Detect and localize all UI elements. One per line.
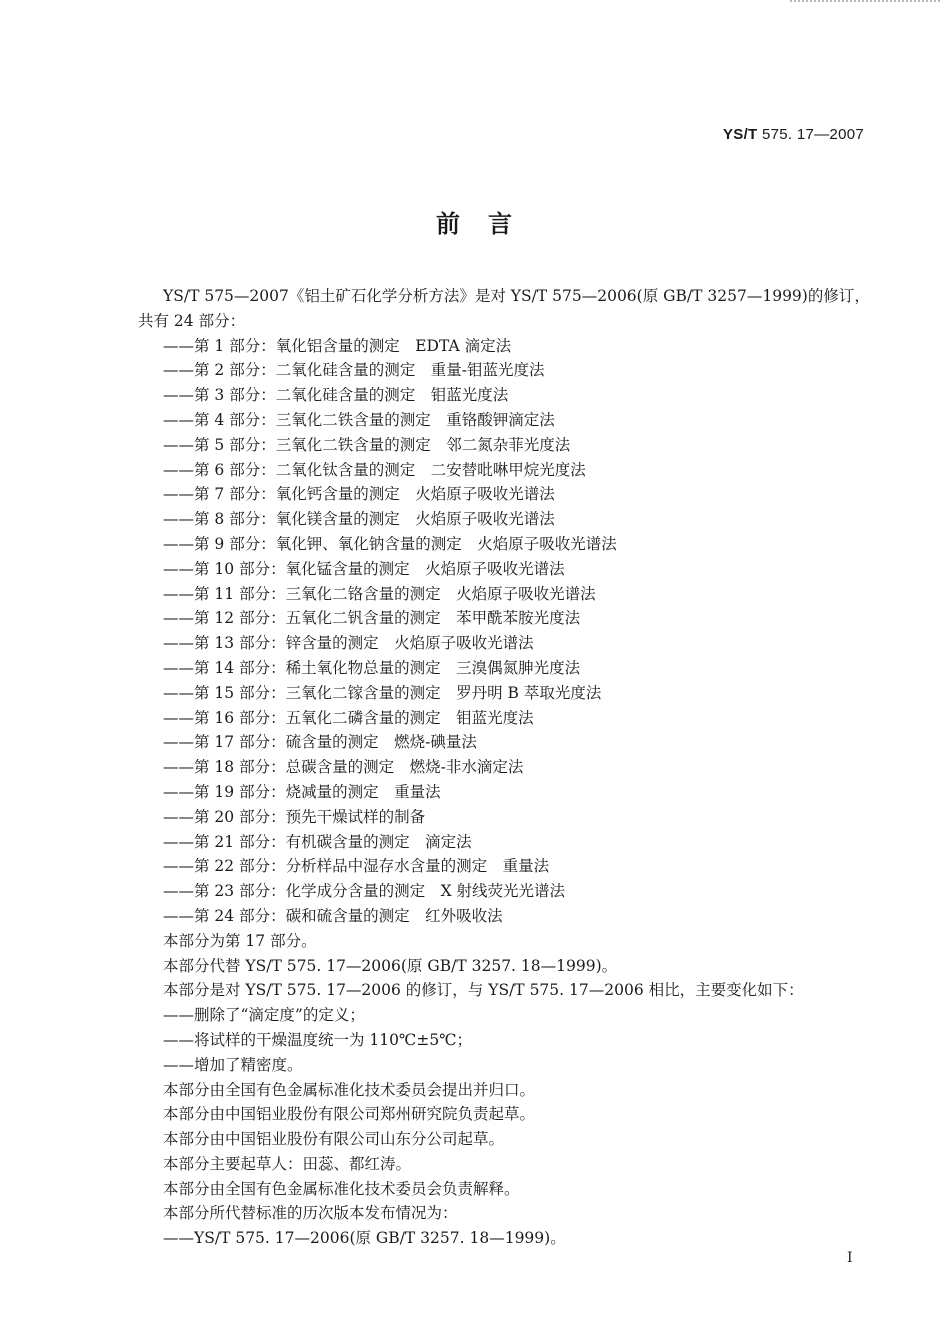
list-item: ——第 14 部分：稀土氧化物总量的测定 三溴偶氮胂光度法 <box>163 658 581 677</box>
list-item: ——第 23 部分：化学成分含量的测定 X 射线荧光光谱法 <box>163 882 566 901</box>
interpretation-paragraph: 本部分由全国有色金属标准化技术委员会负责解释。 <box>163 1179 520 1198</box>
list-item: ——第 7 部分：氧化钙含量的测定 火焰原子吸收光谱法 <box>163 485 555 504</box>
list-item: ——第 17 部分：硫含量的测定 燃烧-碘量法 <box>163 733 477 752</box>
history-intro-paragraph: 本部分所代替标准的历次版本发布情况为： <box>163 1204 458 1223</box>
scan-artifact <box>790 0 940 6</box>
list-item: ——第 22 部分：分析样品中湿存水含量的测定 重量法 <box>163 857 550 876</box>
list-item: ——第 11 部分：三氧化二铬含量的测定 火焰原子吸收光谱法 <box>163 584 596 603</box>
drafted-shandong-paragraph: 本部分由中国铝业股份有限公司山东分公司起草。 <box>163 1130 505 1149</box>
change-item: ——增加了精密度。 <box>163 1055 303 1074</box>
page-number: I <box>847 1250 853 1266</box>
list-item: ——第 20 部分：预先干燥试样的制备 <box>163 807 426 826</box>
page-title: 前 言 <box>436 210 514 238</box>
document-code <box>723 126 864 143</box>
doc-code-number: 575. 17—2007 <box>761 126 864 143</box>
list-item: ——第 9 部分：氧化钾、氧化钠含量的测定 火焰原子吸收光谱法 <box>163 534 617 553</box>
change-item: ——删除了“滴定度”的定义； <box>163 1006 365 1025</box>
parts-list <box>163 334 875 929</box>
list-item: ——第 13 部分：锌含量的测定 火焰原子吸收光谱法 <box>163 634 534 653</box>
replaces-paragraph: 本部分代替 YS/T 575. 17—2006(原 GB/T 3257. 18—1999)。 <box>163 956 618 975</box>
intro-line-1: YS/T 575—2007《铝土矿石化学分析方法》是对 YS/T 575—2006(原 GB/T 3257—1999)的修订， <box>163 287 870 305</box>
foreword-body <box>138 284 875 1251</box>
list-item: ——第 16 部分：五氧化二磷含量的测定 钼蓝光度法 <box>163 708 534 727</box>
intro-line-2: 共有 24 部分： <box>138 311 246 330</box>
change-item: ——将试样的干燥温度统一为 110℃±5℃； <box>163 1030 473 1049</box>
list-item: ——第 21 部分：有机碳含量的测定 滴定法 <box>163 832 472 851</box>
main-drafters-paragraph: 本部分主要起草人：田蕊、都红涛。 <box>163 1154 412 1173</box>
list-item: ——第 2 部分：二氧化硅含量的测定 重量-钼蓝光度法 <box>163 361 545 380</box>
list-item: ——第 3 部分：二氧化硅含量的测定 钼蓝光度法 <box>163 386 509 405</box>
list-item: ——第 19 部分：烧减量的测定 重量法 <box>163 782 441 801</box>
list-item: ——第 1 部分：氧化铝含量的测定 EDTA 滴定法 <box>163 336 512 355</box>
list-item: ——第 12 部分：五氧化二钒含量的测定 苯甲酰苯胺光度法 <box>163 609 581 628</box>
drafted-by-paragraph: 本部分由中国铝业股份有限公司郑州研究院负责起草。 <box>163 1105 536 1124</box>
list-item: ——第 24 部分：碳和硫含量的测定 红外吸收法 <box>163 906 503 925</box>
proposed-paragraph: 本部分由全国有色金属标准化技术委员会提出并归口。 <box>163 1080 536 1099</box>
revision-paragraph: 本部分是对 YS/T 575. 17—2006 的修订，与 YS/T 575. 17—2006 相比，主要变化如下： <box>163 981 804 1000</box>
list-item: ——第 6 部分：二氧化钛含量的测定 二安替吡啉甲烷光度法 <box>163 460 586 479</box>
list-item: ——第 5 部分：三氧化二铁含量的测定 邻二氮杂菲光度法 <box>163 435 571 454</box>
list-item: ——第 4 部分：三氧化二铁含量的测定 重铬酸钾滴定法 <box>163 410 555 429</box>
list-item: ——第 18 部分：总碳含量的测定 燃烧-非水滴定法 <box>163 758 524 777</box>
history-item: ——YS/T 575. 17—2006(原 GB/T 3257. 18—1999)。 <box>163 1229 566 1248</box>
doc-code-prefix: YS/T <box>722 126 758 143</box>
list-item: ——第 15 部分：三氧化二镓含量的测定 罗丹明 B 萃取光度法 <box>163 683 602 702</box>
this-part-paragraph: 本部分为第 17 部分。 <box>163 931 317 950</box>
list-item: ——第 10 部分：氧化锰含量的测定 火焰原子吸收光谱法 <box>163 559 565 578</box>
list-item: ——第 8 部分：氧化镁含量的测定 火焰原子吸收光谱法 <box>163 510 555 529</box>
